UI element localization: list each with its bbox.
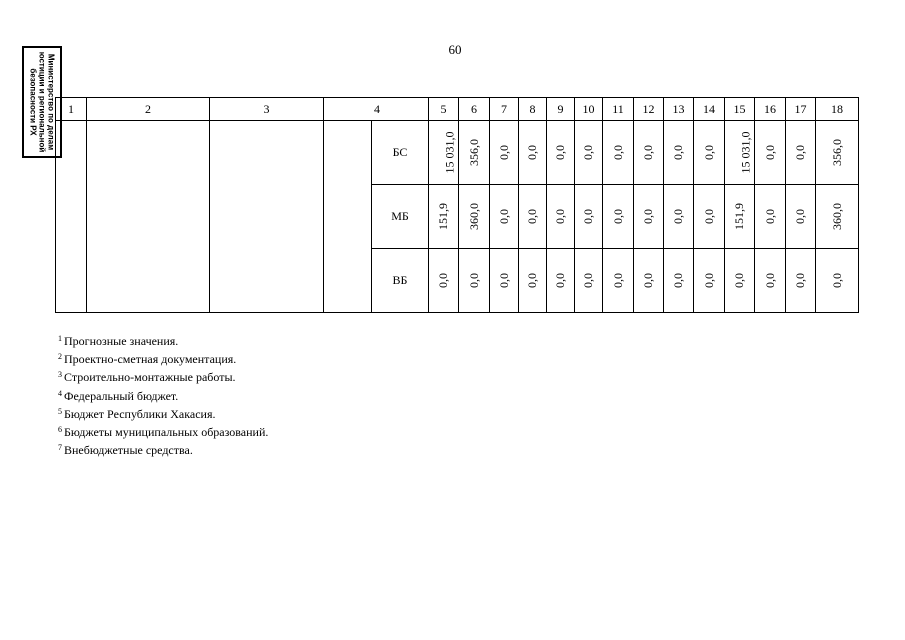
footnote-mark: 1 [58, 334, 62, 343]
cell-value: 0,0 [732, 273, 746, 288]
stamp-text [29, 48, 56, 156]
cell-value: 0,0 [553, 209, 567, 224]
column-header: 17 [786, 98, 816, 121]
footnote [58, 404, 268, 422]
column-header: 7 [490, 98, 519, 121]
cell-value: 0,0 [496, 273, 511, 288]
value-cell [547, 121, 575, 185]
footnote-text: Федеральный бюджет. [64, 388, 179, 403]
column-header: 1 [56, 98, 87, 121]
value-cell [603, 185, 634, 249]
value-cell [694, 249, 725, 313]
footnote-text: Строительно-монтажные работы. [64, 370, 236, 385]
cell-value: 15 031,0 [738, 131, 753, 174]
row-label: ВБ [372, 249, 429, 313]
row-label: БС [372, 121, 429, 185]
cell-value: 0,0 [762, 209, 777, 224]
cell-value: 0,0 [525, 209, 539, 224]
column-header: 5 [429, 98, 459, 121]
cell-value: 0,0 [436, 273, 450, 288]
value-cell [575, 121, 603, 185]
column-header: 8 [519, 98, 547, 121]
cell-value: 0,0 [553, 145, 567, 160]
value-cell [664, 185, 694, 249]
value-cell [755, 121, 786, 185]
value-cell [786, 121, 816, 185]
footnote [58, 386, 268, 404]
cell-value: 151,9 [436, 203, 450, 230]
cell-value: 0,0 [466, 273, 481, 288]
value-cell [519, 249, 547, 313]
value-cell [634, 121, 664, 185]
cell-value: 0,0 [793, 273, 807, 288]
footnote-text: Прогнозные значения. [64, 334, 179, 348]
value-cell [575, 185, 603, 249]
value-cell [603, 121, 634, 185]
value-cell [575, 249, 603, 313]
cell-value: 0,0 [793, 145, 807, 160]
column-header: 2 [87, 98, 210, 121]
footnote-mark: 2 [58, 352, 62, 362]
value-cell [459, 185, 490, 249]
cell-value: 0,0 [641, 273, 655, 288]
cell-value: 0,0 [641, 145, 655, 160]
value-cell [429, 185, 459, 249]
page-number: 60 [448, 42, 462, 57]
row-label: МБ [372, 185, 429, 249]
cell-value: 356,0 [829, 139, 844, 166]
column-header: 13 [664, 98, 694, 121]
footnote-text: Бюджеты муниципальных образований. [64, 425, 269, 440]
cell-value: 0,0 [525, 273, 539, 288]
cell-value: 0,0 [641, 209, 655, 224]
cell-value: 0,0 [581, 209, 595, 224]
cell-value: 0,0 [671, 209, 685, 224]
cell-value: 356,0 [466, 139, 481, 166]
column-header: 6 [459, 98, 490, 121]
value-cell [786, 185, 816, 249]
cell-value: 0,0 [610, 209, 625, 224]
value-cell [519, 185, 547, 249]
cell-value: 0,0 [610, 273, 625, 288]
value-cell [664, 121, 694, 185]
cell-value: 0,0 [610, 145, 625, 160]
value-cell [786, 249, 816, 313]
table-row [56, 121, 859, 185]
cell-value: 0,0 [581, 145, 595, 160]
cell-value: 0,0 [496, 145, 511, 160]
value-cell [634, 185, 664, 249]
column-header: 4 [324, 98, 429, 121]
column-header: 16 [755, 98, 786, 121]
cell-value: 151,9 [732, 203, 746, 230]
value-cell [459, 121, 490, 185]
blank-cell [210, 121, 324, 313]
value-cell [490, 249, 519, 313]
value-cell [725, 249, 755, 313]
column-header: 18 [816, 98, 859, 121]
footnote-mark: 7 [58, 443, 62, 453]
column-header: 10 [575, 98, 603, 121]
footnote [58, 440, 268, 458]
value-cell [547, 249, 575, 313]
blank-cell [324, 121, 372, 313]
footnote-text: Внебюджетные средства. [64, 443, 193, 458]
value-cell [634, 249, 664, 313]
cell-value: 0,0 [671, 145, 685, 160]
value-cell [603, 249, 634, 313]
footnote [58, 367, 268, 385]
stamp-line: юстиции и региональной [37, 51, 47, 153]
value-cell [429, 121, 459, 185]
value-cell [725, 121, 755, 185]
column-header: 11 [603, 98, 634, 121]
column-header: 15 [725, 98, 755, 121]
footnote [58, 331, 268, 349]
cell-value: 0,0 [701, 273, 716, 288]
value-cell [490, 185, 519, 249]
header-row [56, 98, 859, 121]
stamp-line: безопасности РХ [28, 68, 38, 136]
cell-value: 0,0 [762, 145, 777, 160]
cell-value: 0,0 [701, 209, 716, 224]
cell-value: 0,0 [829, 273, 844, 288]
value-cell [519, 121, 547, 185]
cell-value: 0,0 [525, 145, 539, 160]
blank-cell [87, 121, 210, 313]
footnote-mark: 4 [58, 388, 62, 398]
cell-value: 360,0 [829, 203, 844, 230]
cell-value: 0,0 [793, 209, 807, 224]
blank-cell [56, 121, 87, 313]
cell-value: 0,0 [496, 209, 511, 224]
value-cell [459, 249, 490, 313]
value-cell [816, 185, 859, 249]
value-cell [547, 185, 575, 249]
footnote-text: Проектно-сметная документация. [64, 352, 237, 367]
column-header: 9 [547, 98, 575, 121]
cell-value: 0,0 [701, 145, 716, 160]
budget-table [55, 97, 859, 313]
footnote-mark: 5 [58, 406, 62, 416]
value-cell [755, 185, 786, 249]
footnotes [58, 331, 268, 458]
column-header: 14 [694, 98, 725, 121]
stamp-line: Министерство по делам [46, 53, 56, 151]
cell-value: 0,0 [762, 273, 777, 288]
cell-value: 0,0 [553, 273, 567, 288]
column-header: 12 [634, 98, 664, 121]
value-cell [490, 121, 519, 185]
value-cell [816, 121, 859, 185]
value-cell [816, 249, 859, 313]
column-header: 3 [210, 98, 324, 121]
footnote-mark: 6 [58, 425, 62, 435]
value-cell [664, 249, 694, 313]
footnote [58, 422, 268, 440]
value-cell [429, 249, 459, 313]
footnote-mark: 3 [58, 370, 62, 380]
value-cell [694, 121, 725, 185]
value-cell [755, 249, 786, 313]
value-cell [694, 185, 725, 249]
footnote-text: Бюджет Республики Хакасия. [64, 406, 216, 421]
cell-value: 0,0 [671, 273, 685, 288]
cell-value: 0,0 [581, 273, 595, 288]
cell-value: 360,0 [466, 203, 481, 230]
cell-value: 15 031,0 [442, 131, 457, 174]
footnote [58, 349, 268, 367]
value-cell [725, 185, 755, 249]
